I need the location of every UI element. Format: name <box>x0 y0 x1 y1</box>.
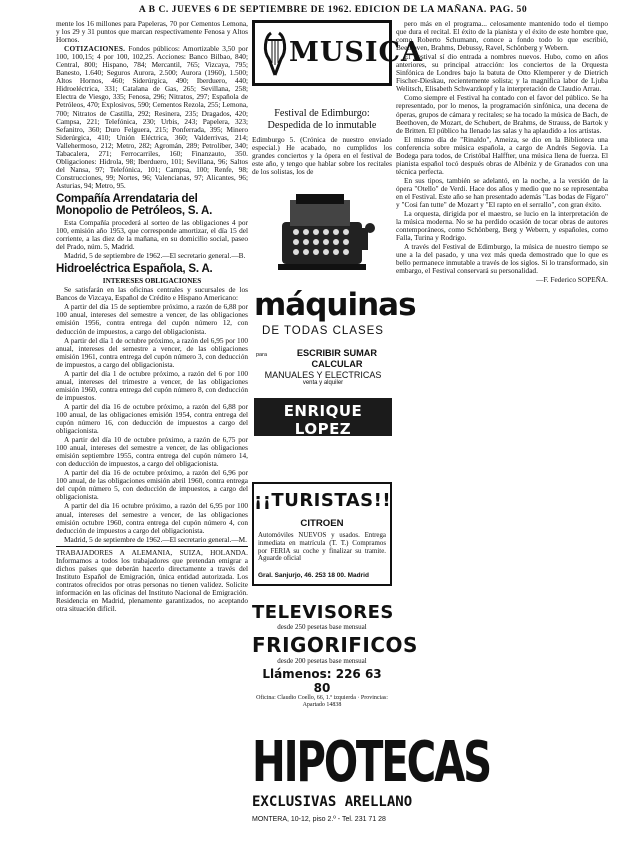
review-paragraph: La orquesta, dirigida por el maestro, se lucio en la interpretación de la música moderna. No se ha perdido ocasión de tocar obras de autores contemporáneos, como Schönberg, Berg y Webern, y españoles, como Falla, Turina y Rodrigo. <box>396 209 608 243</box>
arrendataria-signature: Madrid, 5 de septiembre de 1962.—El secretario general.—B. <box>64 251 246 261</box>
enrique-lopez-box <box>254 398 392 453</box>
televisores-price: desde 250 pesetas base mensual <box>277 623 367 631</box>
enrique-address: Almacén de Máquinas de Oficina — Puerta del Sol, 6 <box>254 438 392 453</box>
hipotecas-title: HIPOTECAS <box>252 730 491 795</box>
hidro-signature: Madrid, 5 de septiembre de 1962.—El secretario general.—M. <box>64 534 247 544</box>
hipotecas-exclusivas: EXCLUSIVAS ARELLANO <box>252 794 413 810</box>
review-signature: —F. Federico SOPEÑA. <box>536 275 608 285</box>
cash-register-illustration <box>272 192 376 272</box>
cotizaciones-text: Fondos públicos: Amortizable 3,50 por 100, 100,15; 4 por 100, 102,25. Acciones: Banco Bilbao, 840; Central, 800; Hispano, 784; Mercantil, 765; Vizcaya, 795; Banesto, 1.640; Seguros Aurora, 2.500; Aurora (1960), 1.500; Altos Hornos, 460; Siderúrgica, 490; Iberduero, 440; Hidroeléctrica, 331; Catalana de Gas, 265; Sevillana, 258; Electra de Viesgo, 335; Fenosa, 296; Nitratos, 297; Española de Petróleos, 470; Explosivos, 590; Cementos Rezola, 255; Lemona, 700; Nitratos de Castilla, 292; Resinera, 235; Dragados, 420; Campsa, 221; Telefónica, 230; Urbis, 243; Papelera, 323; Sefanitro, 360; Duro Felguera, 215; Ponferrada, 395; Minero Siderúrgica, 410; Unión Eléctrica, 360; Valderrivas, 214; Vallehermoso, 212; Metro, 282; Agromán, 289; Petrolíber, 340; Tabacalera, 271; Ferrocarriles, 160; Finanzauto, 350. Obligaciones: Hidrola, 98; Iberduero, 101; Sevillana, 96; Saltos del Nansa, 97; Telefónica, 101; Campsa, 100; Renfe, 98; Construcciones, 99; Nortes, 96; Valencianas, 97; Alicantes, 96; Asturias, 94; Metro, 95. <box>56 44 248 190</box>
hidro-paragraph: A partir del día 16 octubre próximo, a razón del 6,95 por 100 anual, intereses del semestre a vencer, de las obligaciones emisión octubre 1960, contra entrega del cupón número 4, con deducción de impuestos a cargo del obligacionista. <box>56 501 248 535</box>
lyre-icon <box>261 29 289 79</box>
turistas-text: Automóviles NUEVOS y usados. Entrega inmediata en matrícula (T. T.) Compramos por FERIA su coche y finalizar su tramite. Aguarde oficial <box>258 532 386 563</box>
review-paragraph: Como siempre el Festival ha contado con el favor del público. Se ha representado, por lo menos, la programación sinfónica, una decena de óperas, grupos de cámara y recitales; se ha tocado la música de Bach, de Beethoven, de Mozart, de Schubert, de Brahms, de Strauss, de Bartok y de Britten. El público ha llenado las salas y ha aplaudido a los artistas. <box>396 93 608 135</box>
review-paragraph: El Festival sí dio entrada a nombres nuevos. Hubo, como en años anteriores, su principal atracción: los conciertos de la Orquesta Sinfónica de Londres bajo la batuta de Otto Klemperer y de Dietrich Fischer-Dieskau, recientemente solista; y la magnífica labor de Ljuba Welitsch, Elisabeth Schwarzkopf y la interpretación de Claudio Arrau. <box>396 52 608 94</box>
hidroelectrica-headline: Hidroeléctrica Española, S. A. <box>56 263 213 276</box>
televisores-phone: Llámenos: 226 63 80 <box>262 667 382 695</box>
frigorificos-title: FRIGORIFICOS <box>252 633 418 657</box>
televisores-address: Oficina: Claudio Coello, 66, 1.º izquierda · Provincias: Apartado 14838 <box>256 695 388 708</box>
review-paragraph: El mismo día de "Rinaldo", Ameiza, se dio en la Biblioteca una conferencia sobre música española, a cargo de Andrés Segovia. La Bodega para todos, de Cristóbal Halffter, una música llena de fuerza. El pianista español tocó después obras de Albéniz y de Granados con una técnica perfecta. <box>396 134 608 176</box>
hidro-paragraph: A partir del día 1 de octubre próximo, a razón del 6,95 por 100 anual, intereses del semestre a vencer, de las obligaciones emisión 1961, contra entrega del cupón número 3, con deducción de impuestos, a cargo del obligacionista. <box>56 335 248 369</box>
musica-title: MUSICA <box>289 37 423 68</box>
hipotecas-address: MONTERA, 10-12, piso 2.º - Tel. 231 71 28 <box>252 816 386 823</box>
maquinas-subtitle: DE TODAS CLASES <box>262 325 384 337</box>
hidro-paragraph: A partir del día 15 de septiembre próximo, a razón de 6,88 por 100 anual, intereses del semestre a vencer, de las obligaciones emisión 1956, contra entrega del cupón número 12, con deducción de impuestos, a cargo del obligacionista. <box>56 302 248 336</box>
musica-banner <box>252 20 423 86</box>
review-paragraph: En sus tipos, también se adelantó, en la noche, a la versión de la ópera "Otello" de Verdi. Hace dos años y medio que no se representaba en el Festival. Este año se han presentado además "Las bodas de Fígaro" y "Cosi fan tutte" de Mozart y "El rapto en el serrallo", con gran éxito. <box>396 175 608 210</box>
festival-headline: Festival de Edimburgo: Despedida de lo inmutable <box>267 108 377 131</box>
arrendataria-text: Esta Compañía procederá al sorteo de las obligaciones 4 por 100, emisión año 1953, que corresponde amortizar, el día 15 del corriente, a las diez de la mañana, en su domicilio social, paseo del Prado, núm. 5, Madrid. <box>56 217 248 252</box>
ad-maquinas <box>254 188 416 453</box>
hidro-paragraph: A partir del día 16 de octubre próximo, a razón del 6,96 por 100 anual, de las obligaciones emisión abril 1960, contra entrega del cupón número 5, con deducción de impuestos, a cargo del obligacionista. <box>56 468 248 502</box>
cotizaciones-head: COTIZACIONES. <box>64 44 126 54</box>
hidro-paragraph: A partir del día 16 de octubre próximo, a razón del 6,88 por 100 anual, de las obligaciones emisión 1954, contra entrega del cupón número 16, con deducción de impuestos a cargo del obligacionista. <box>56 401 248 436</box>
column-left <box>56 20 248 842</box>
televisores-title: TELEVISORES <box>252 602 394 623</box>
review-paragraph: A través del Festival de Edimburgo, la música de nuestro tiempo se une a la del pasado, y una vez más queda demostrado que lo que es bello permanece inmutable a través de los siglos. Si lo transformado, sin embargo, el Festival conservará su personalidad. <box>396 242 608 276</box>
turistas-address: Gral. Sanjurjo, 46. 253 18 00. Madrid <box>258 572 369 579</box>
ad-turistas <box>252 482 392 586</box>
cotizaciones-paragraph <box>56 45 248 190</box>
hidro-paragraph: A partir del día 10 de octubre próximo, a razón de 6,75 por 100 anual, intereses del semestre a vencer, de las obligaciones emisión septiembre 1955, contra entrega del cupón número 14, con deducción de impuestos, a cargo del obligacionista. <box>56 435 248 469</box>
column-right <box>396 20 608 728</box>
citroen-brand: CITROEN <box>300 518 344 529</box>
festival-text: Edimburgo 5. (Crónica de nuestro enviado especial.) He acabado, no cumplidos los grandes conciertos y la ópera en el festival de este año, y tengo que hablar sobre los recitales de los solistas, los de <box>252 136 392 176</box>
ad-televisores <box>252 598 418 718</box>
maquinas-types: MANUALES Y ELECTRICAS <box>264 370 382 380</box>
maquinas-uses: ESCRIBIR SUMAR CALCULAR <box>296 348 378 369</box>
intro-paragraph: mente los 16 millones para Papeleras, 70 por Cementos Lemona, y los 29 y 31 puntos que marcan respectivamente Fenosa y Altos Hornos. <box>56 20 248 45</box>
trabajadores-notice: TRABAJADORES A ALEMANIA, SUIZA, HOLANDA. Informamos a todos los trabajadores que pretendan emigrar a dichos países que deberán hacerlo directamente a través del Instituto Español de Emigración, única entidad autorizada. Los contratos ofrecidos por otras personas no tienen validez. Solicite información en las oficinas del Instituto Nacional de Emigración. Residencia en Madrid, plenamente garantizados, no aceptando otra situación difícil. <box>56 547 248 614</box>
hidro-paragraph: A partir del día 1 de octubre próximo, a razón del 6 por 100 anual, intereses del trimestre a vencer, de las obligaciones emisión 1960, contra entrega del cupón número 8, con deducción de impuestos. <box>56 368 248 402</box>
arrendataria-headline: Compañía Arrendataria del Monopolio de Petróleos, S. A. <box>56 192 213 217</box>
frigorificos-price: desde 200 pesetas base mensual <box>277 657 367 665</box>
turistas-title: ¡¡TURISTAS!! <box>254 490 392 511</box>
maquinas-venta: venta y alquiler <box>302 380 344 386</box>
ad-hipotecas <box>252 732 608 840</box>
hidro-paragraph: Se satisfarán en las oficinas centrales y sucursales de los Bancos de Vizcaya, Español de Crédito e Hispano Americano: <box>56 285 248 303</box>
review-paragraph: pero más en el programa... celosamente mantenido todo el tiempo que dura el recital. El éxito de la pianista y el éxito de este hombre que, como Roberto Schumann, conoce a fondo todo lo que escribió, Beethoven, Brahms, Debussy, Ravel, Schönberg y Webern. <box>396 20 608 53</box>
enrique-name: ENRIQUE LOPEZ <box>283 402 363 438</box>
page-header: A B C. JUEVES 6 DE SEPTIEMBRE DE 1962. EDICION DE LA MAÑANA. PAG. 50 <box>138 4 528 15</box>
maquinas-title: máquinas <box>254 287 416 323</box>
hidroelectrica-subhead: INTERESES OBLIGACIONES <box>102 277 202 286</box>
maquinas-para: para <box>256 352 268 358</box>
